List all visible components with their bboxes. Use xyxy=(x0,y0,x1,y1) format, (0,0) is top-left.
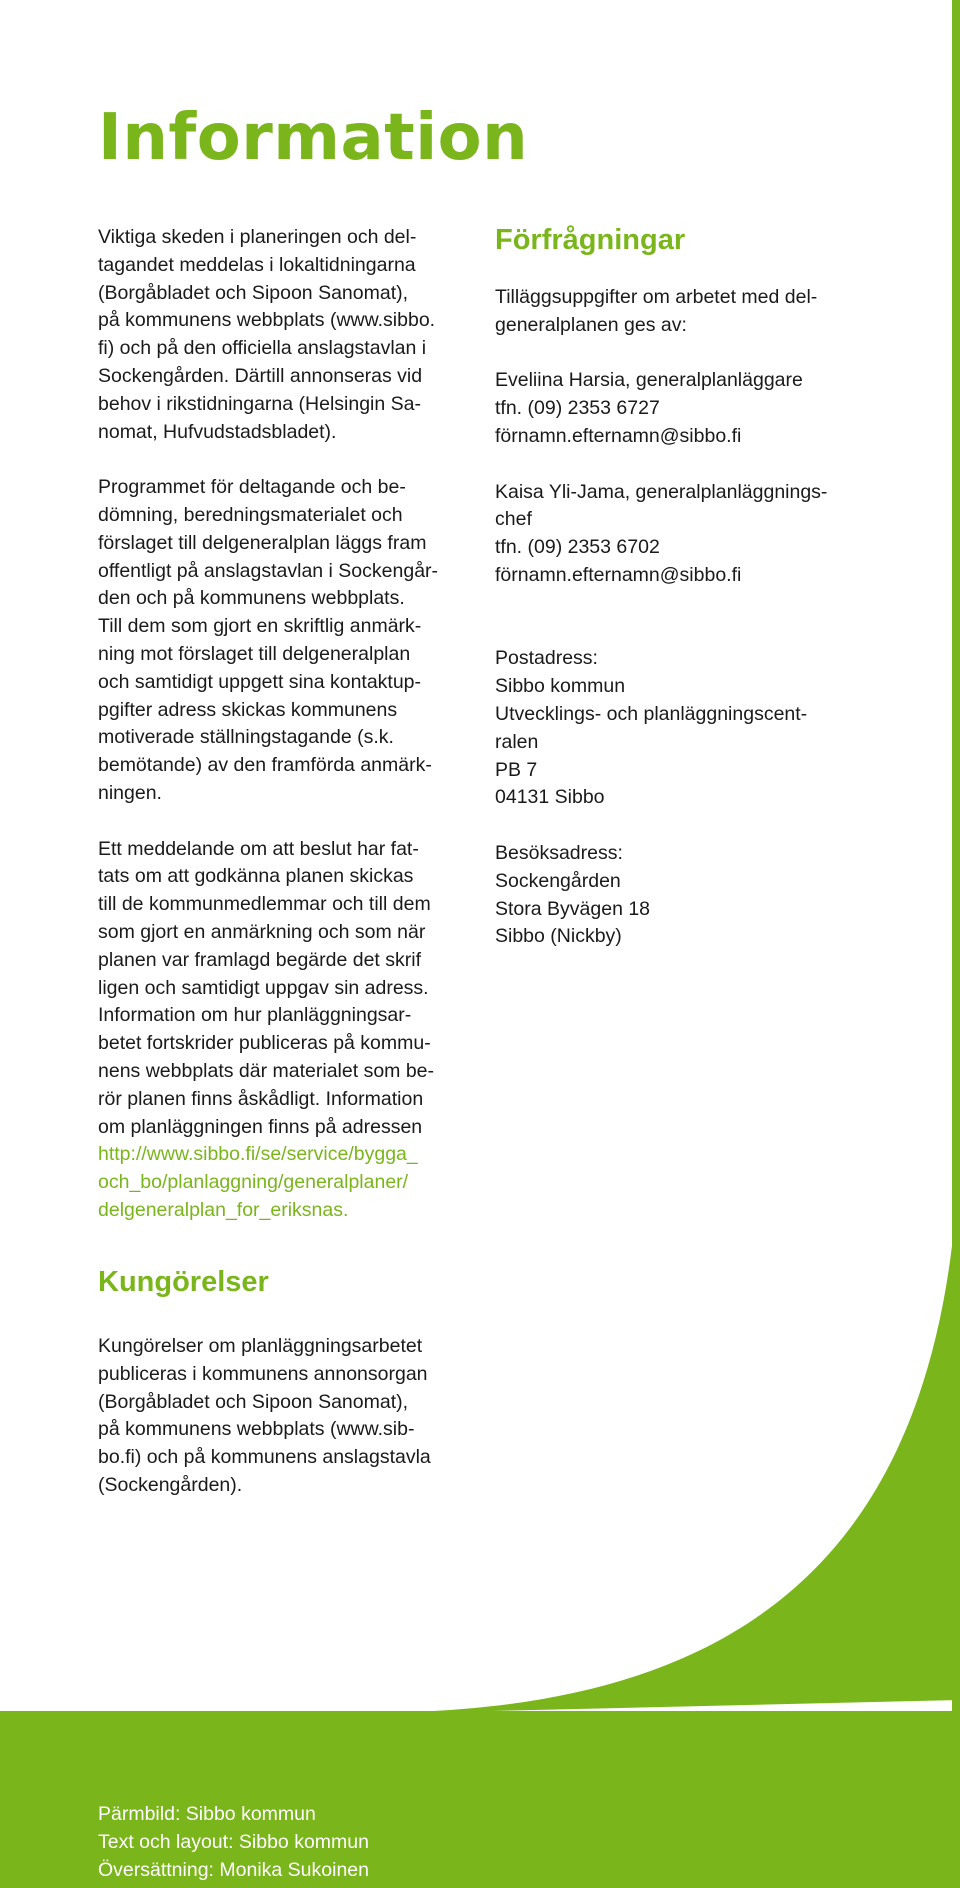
text-line: dömning, beredningsmaterialet och xyxy=(98,503,403,526)
contact-name: chef xyxy=(495,508,532,531)
text-line: Till dem som gjort en skriftlig anmärk- xyxy=(98,615,422,638)
text-line: ningen. xyxy=(98,781,162,804)
credit-line: Pärmbild: Sibbo kommun xyxy=(98,1803,316,1825)
text-line: Viktiga skeden i planeringen och del- xyxy=(98,226,417,248)
planning-url-link[interactable]: http://www.sibbo.fi/se/service/bygga_ xyxy=(98,1143,418,1166)
contact-name: Eveliina Harsia, generalplanläggare xyxy=(495,369,803,392)
planning-url-link[interactable]: delgeneralplan_for_eriksnas. xyxy=(98,1198,349,1221)
text-line: nens webbplats där materialet som be- xyxy=(98,1059,435,1082)
program-paragraph xyxy=(98,474,468,808)
contact-card xyxy=(495,479,875,590)
text-line: Programmet för deltagande och be- xyxy=(98,476,406,499)
text-line: bo.fi) och på kommunens anslagstavla xyxy=(98,1446,431,1469)
kungorelser-heading: Kungörelser xyxy=(98,1266,269,1298)
right-column xyxy=(495,221,875,951)
text-line: (Borgåbladet och Sipoon Sanomat), xyxy=(98,1390,409,1413)
contact-card xyxy=(495,367,875,450)
text-line: Sockengården. Därtill annonseras vid xyxy=(98,364,423,387)
visiting-address xyxy=(495,840,875,951)
text-line: pgifter adress skickas kommunens xyxy=(98,698,398,721)
credit-line: Text och layout: Sibbo kommun xyxy=(98,1830,369,1853)
credit-line: Översättning: Monika Sukoinen xyxy=(98,1858,369,1881)
footer-credits xyxy=(98,1801,369,1884)
inquiry-intro xyxy=(495,284,875,340)
text-line: ning mot förslaget till delgeneralplan xyxy=(98,642,411,665)
notice-paragraph xyxy=(98,836,468,1225)
contact-email[interactable]: förnamn.efternamn@sibbo.fi xyxy=(495,424,742,447)
text-line: (Sockengården). xyxy=(98,1473,243,1496)
address-line: Sibbo kommun xyxy=(495,675,626,698)
address-line: Sockengården xyxy=(495,869,621,892)
text-line: ligen och samtidigt uppgav sin adress. xyxy=(98,976,429,999)
left-column xyxy=(98,224,468,1225)
text-line: betet fortskrider publiceras på kommu- xyxy=(98,1032,431,1055)
text-line: förslaget till delgeneralplan läggs fram xyxy=(98,531,427,554)
text-line: och samtidigt uppgett sina kontaktup- xyxy=(98,670,422,693)
address-line: ralen xyxy=(495,730,539,753)
address-line: Stora Byvägen 18 xyxy=(495,897,651,920)
contact-phone[interactable]: tfn. (09) 2353 6727 xyxy=(495,397,660,420)
intro-paragraph xyxy=(98,224,468,446)
forfragningar-heading: Förfrågningar xyxy=(495,224,686,256)
address-line: Utvecklings- och planläggningscent- xyxy=(495,702,808,725)
text-line: planen var framlagd begärde det skrif xyxy=(98,948,422,971)
bottom-right-curve xyxy=(410,1130,960,1713)
text-line: Tilläggsuppgifter om arbetet med del- xyxy=(495,286,818,308)
text-line: till de kommunmedlemmar och till dem xyxy=(98,893,431,916)
text-line: som gjort en anmärkning och som när xyxy=(98,920,426,943)
text-line: bemötande) av den framförda anmärk- xyxy=(98,754,432,777)
address-label: Besöksadress: xyxy=(495,841,623,864)
text-line: publiceras i kommunens annonsorgan xyxy=(98,1362,428,1385)
text-line: fi) och på den officiella anslagstavlan i xyxy=(98,337,427,360)
text-line: om planläggningen finns på adressen xyxy=(98,1115,423,1138)
text-line: generalplanen ges av: xyxy=(495,313,687,336)
contact-name: Kaisa Yli-Jama, generalplanläggnings- xyxy=(495,480,828,503)
text-line: motiverade ställningstagande (s.k. xyxy=(98,726,394,749)
text-line: Kungörelser om planläggningsarbetet xyxy=(98,1335,423,1357)
address-line: PB 7 xyxy=(495,758,538,781)
text-line: (Borgåbladet och Sipoon Sanomat), xyxy=(98,281,409,304)
text-line: nomat, Hufvudstadsbladet). xyxy=(98,420,337,443)
spacer xyxy=(495,618,875,646)
text-line: behov i rikstidningarna (Helsingin Sa- xyxy=(98,392,421,415)
planning-url-link[interactable]: och_bo/planlaggning/generalplaner/ xyxy=(98,1171,409,1194)
text-line: på kommunens webbplats (www.sibbo. xyxy=(98,309,436,332)
text-line: på kommunens webbplats (www.sib- xyxy=(98,1418,415,1441)
contact-email[interactable]: förnamn.efternamn@sibbo.fi xyxy=(495,563,742,586)
address-label: Postadress: xyxy=(495,647,598,670)
text-line: offentligt på anslagstavlan i Sockengår- xyxy=(98,559,439,582)
text-line: den och på kommunens webbplats. xyxy=(98,587,405,610)
address-line: Sibbo (Nickby) xyxy=(495,925,622,948)
text-line: Ett meddelande om att beslut har fat- xyxy=(98,837,419,860)
postal-address xyxy=(495,645,875,812)
text-line: Information om hur planläggningsar- xyxy=(98,1004,412,1027)
text-line: rör planen finns åskådligt. Information xyxy=(98,1087,424,1110)
page-title: Information xyxy=(98,101,529,175)
text-line: tats om att godkänna planen skickas xyxy=(98,865,414,888)
address-line: 04131 Sibbo xyxy=(495,786,605,809)
kungorelser-paragraph xyxy=(98,1333,468,1500)
text-line: tagandet meddelas i lokaltidningarna xyxy=(98,253,416,276)
contact-phone[interactable]: tfn. (09) 2353 6702 xyxy=(495,536,660,559)
